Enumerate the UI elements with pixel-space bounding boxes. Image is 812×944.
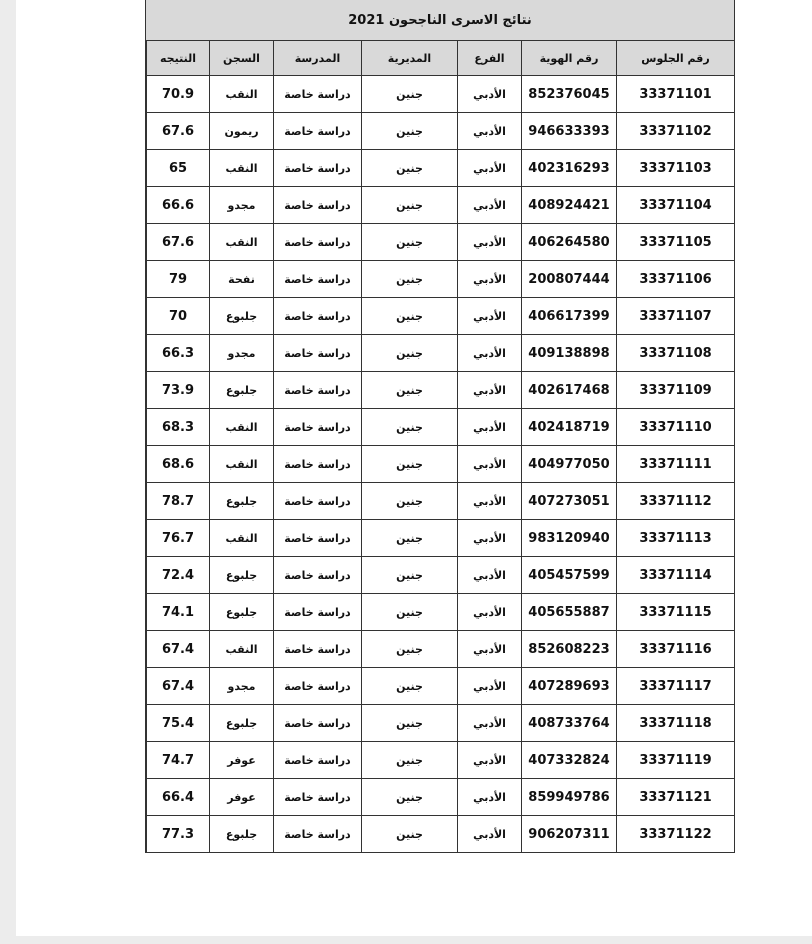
cell-id-number: 407273051 (522, 483, 617, 520)
cell-result: 67.4 (147, 668, 210, 705)
cell-branch: الأدبي (458, 816, 522, 853)
cell-school: دراسة خاصة (274, 224, 362, 261)
cell-school: دراسة خاصة (274, 594, 362, 631)
cell-id-number: 200807444 (522, 261, 617, 298)
table-row (147, 224, 735, 261)
cell-seat-number: 33371112 (617, 483, 735, 520)
cell-prison: نفحة (210, 261, 274, 298)
header-seat-number: رقم الجلوس (617, 41, 735, 76)
cell-school: دراسة خاصة (274, 335, 362, 372)
cell-seat-number: 33371106 (617, 261, 735, 298)
cell-result: 70.9 (147, 76, 210, 113)
table-row (147, 113, 735, 150)
cell-seat-number: 33371117 (617, 668, 735, 705)
cell-school: دراسة خاصة (274, 113, 362, 150)
cell-directorate: جنين (362, 76, 458, 113)
cell-prison: جلبوع (210, 483, 274, 520)
cell-id-number: 406617399 (522, 298, 617, 335)
cell-id-number: 852376045 (522, 76, 617, 113)
cell-result: 77.3 (147, 816, 210, 853)
cell-school: دراسة خاصة (274, 816, 362, 853)
cell-seat-number: 33371114 (617, 557, 735, 594)
cell-prison: جلبوع (210, 594, 274, 631)
cell-branch: الأدبي (458, 742, 522, 779)
table-row (147, 446, 735, 483)
cell-directorate: جنين (362, 705, 458, 742)
table-row (147, 372, 735, 409)
table-row (147, 150, 735, 187)
cell-result: 75.4 (147, 705, 210, 742)
cell-result: 67.6 (147, 113, 210, 150)
cell-school: دراسة خاصة (274, 483, 362, 520)
cell-school: دراسة خاصة (274, 298, 362, 335)
cell-branch: الأدبي (458, 224, 522, 261)
cell-prison: مجدو (210, 187, 274, 224)
cell-result: 66.6 (147, 187, 210, 224)
cell-seat-number: 33371121 (617, 779, 735, 816)
cell-id-number: 402316293 (522, 150, 617, 187)
cell-id-number: 906207311 (522, 816, 617, 853)
table-row (147, 520, 735, 557)
cell-result: 65 (147, 150, 210, 187)
cell-prison: مجدو (210, 335, 274, 372)
cell-directorate: جنين (362, 779, 458, 816)
sheet-title (146, 0, 734, 41)
cell-seat-number: 33371115 (617, 594, 735, 631)
sheet-title-text: نتائج الاسرى الناجحون 2021 (348, 12, 532, 28)
cell-result: 79 (147, 261, 210, 298)
cell-directorate: جنين (362, 261, 458, 298)
cell-branch: الأدبي (458, 372, 522, 409)
cell-branch: الأدبي (458, 298, 522, 335)
cell-branch: الأدبي (458, 594, 522, 631)
cell-directorate: جنين (362, 224, 458, 261)
cell-seat-number: 33371111 (617, 446, 735, 483)
cell-branch: الأدبي (458, 113, 522, 150)
cell-result: 76.7 (147, 520, 210, 557)
cell-prison: جلبوع (210, 705, 274, 742)
cell-result: 68.6 (147, 446, 210, 483)
header-school: المدرسة (274, 41, 362, 76)
cell-school: دراسة خاصة (274, 520, 362, 557)
table-header-row (147, 41, 735, 76)
cell-prison: النقب (210, 446, 274, 483)
header-branch: الفرع (458, 41, 522, 76)
cell-directorate: جنين (362, 187, 458, 224)
cell-directorate: جنين (362, 113, 458, 150)
cell-branch: الأدبي (458, 557, 522, 594)
cell-seat-number: 33371103 (617, 150, 735, 187)
cell-result: 67.4 (147, 631, 210, 668)
cell-result: 74.7 (147, 742, 210, 779)
cell-id-number: 402617468 (522, 372, 617, 409)
cell-result: 68.3 (147, 409, 210, 446)
table-row (147, 705, 735, 742)
cell-seat-number: 33371105 (617, 224, 735, 261)
cell-branch: الأدبي (458, 483, 522, 520)
cell-seat-number: 33371118 (617, 705, 735, 742)
header-result: النتيجه (147, 41, 210, 76)
results-sheet (145, 0, 735, 853)
cell-result: 78.7 (147, 483, 210, 520)
table-row (147, 557, 735, 594)
cell-seat-number: 33371113 (617, 520, 735, 557)
cell-seat-number: 33371116 (617, 631, 735, 668)
cell-directorate: جنين (362, 557, 458, 594)
cell-id-number: 402418719 (522, 409, 617, 446)
cell-result: 67.6 (147, 224, 210, 261)
cell-prison: عوفر (210, 742, 274, 779)
cell-id-number: 408733764 (522, 705, 617, 742)
cell-seat-number: 33371101 (617, 76, 735, 113)
cell-school: دراسة خاصة (274, 150, 362, 187)
cell-result: 73.9 (147, 372, 210, 409)
table-row (147, 779, 735, 816)
cell-branch: الأدبي (458, 335, 522, 372)
table-row (147, 335, 735, 372)
cell-branch: الأدبي (458, 705, 522, 742)
cell-school: دراسة خاصة (274, 446, 362, 483)
cell-result: 66.4 (147, 779, 210, 816)
header-id-number: رقم الهوية (522, 41, 617, 76)
cell-id-number: 407332824 (522, 742, 617, 779)
results-table (146, 41, 735, 853)
cell-seat-number: 33371107 (617, 298, 735, 335)
cell-result: 66.3 (147, 335, 210, 372)
cell-directorate: جنين (362, 335, 458, 372)
cell-id-number: 852608223 (522, 631, 617, 668)
cell-prison: جلبوع (210, 298, 274, 335)
cell-directorate: جنين (362, 594, 458, 631)
cell-school: دراسة خاصة (274, 409, 362, 446)
table-row (147, 483, 735, 520)
cell-branch: الأدبي (458, 150, 522, 187)
cell-prison: عوفر (210, 779, 274, 816)
cell-seat-number: 33371102 (617, 113, 735, 150)
cell-prison: جلبوع (210, 372, 274, 409)
table-row (147, 76, 735, 113)
table-row (147, 816, 735, 853)
cell-prison: مجدو (210, 668, 274, 705)
cell-branch: الأدبي (458, 261, 522, 298)
cell-directorate: جنين (362, 742, 458, 779)
cell-branch: الأدبي (458, 779, 522, 816)
cell-prison: النقب (210, 224, 274, 261)
header-prison: السجن (210, 41, 274, 76)
cell-directorate: جنين (362, 446, 458, 483)
cell-school: دراسة خاصة (274, 742, 362, 779)
cell-school: دراسة خاصة (274, 76, 362, 113)
table-row (147, 631, 735, 668)
cell-seat-number: 33371122 (617, 816, 735, 853)
cell-id-number: 408924421 (522, 187, 617, 224)
cell-id-number: 406264580 (522, 224, 617, 261)
table-row (147, 742, 735, 779)
cell-result: 70 (147, 298, 210, 335)
table-row (147, 261, 735, 298)
cell-id-number: 859949786 (522, 779, 617, 816)
cell-seat-number: 33371104 (617, 187, 735, 224)
cell-directorate: جنين (362, 631, 458, 668)
cell-prison: النقب (210, 150, 274, 187)
table-row (147, 409, 735, 446)
cell-school: دراسة خاصة (274, 557, 362, 594)
cell-id-number: 983120940 (522, 520, 617, 557)
cell-seat-number: 33371110 (617, 409, 735, 446)
cell-branch: الأدبي (458, 668, 522, 705)
cell-directorate: جنين (362, 816, 458, 853)
table-row (147, 594, 735, 631)
cell-directorate: جنين (362, 409, 458, 446)
cell-prison: النقب (210, 409, 274, 446)
cell-id-number: 404977050 (522, 446, 617, 483)
cell-seat-number: 33371119 (617, 742, 735, 779)
cell-id-number: 405655887 (522, 594, 617, 631)
document-page (16, 0, 812, 936)
cell-school: دراسة خاصة (274, 261, 362, 298)
cell-seat-number: 33371108 (617, 335, 735, 372)
cell-id-number: 409138898 (522, 335, 617, 372)
cell-id-number: 407289693 (522, 668, 617, 705)
table-row (147, 668, 735, 705)
cell-school: دراسة خاصة (274, 668, 362, 705)
table-row (147, 187, 735, 224)
cell-seat-number: 33371109 (617, 372, 735, 409)
cell-directorate: جنين (362, 668, 458, 705)
cell-school: دراسة خاصة (274, 631, 362, 668)
cell-directorate: جنين (362, 150, 458, 187)
cell-id-number: 405457599 (522, 557, 617, 594)
cell-result: 72.4 (147, 557, 210, 594)
cell-directorate: جنين (362, 298, 458, 335)
table-row (147, 298, 735, 335)
cell-branch: الأدبي (458, 446, 522, 483)
cell-branch: الأدبي (458, 187, 522, 224)
cell-branch: الأدبي (458, 631, 522, 668)
cell-prison: جلبوع (210, 557, 274, 594)
cell-prison: النقب (210, 76, 274, 113)
cell-prison: النقب (210, 631, 274, 668)
cell-directorate: جنين (362, 520, 458, 557)
cell-school: دراسة خاصة (274, 705, 362, 742)
cell-branch: الأدبي (458, 76, 522, 113)
cell-school: دراسة خاصة (274, 779, 362, 816)
cell-id-number: 946633393 (522, 113, 617, 150)
cell-result: 74.1 (147, 594, 210, 631)
cell-branch: الأدبي (458, 409, 522, 446)
cell-prison: جلبوع (210, 816, 274, 853)
cell-branch: الأدبي (458, 520, 522, 557)
cell-prison: النقب (210, 520, 274, 557)
cell-school: دراسة خاصة (274, 372, 362, 409)
cell-directorate: جنين (362, 483, 458, 520)
cell-directorate: جنين (362, 372, 458, 409)
header-directorate: المديرية (362, 41, 458, 76)
cell-school: دراسة خاصة (274, 187, 362, 224)
cell-prison: ريمون (210, 113, 274, 150)
